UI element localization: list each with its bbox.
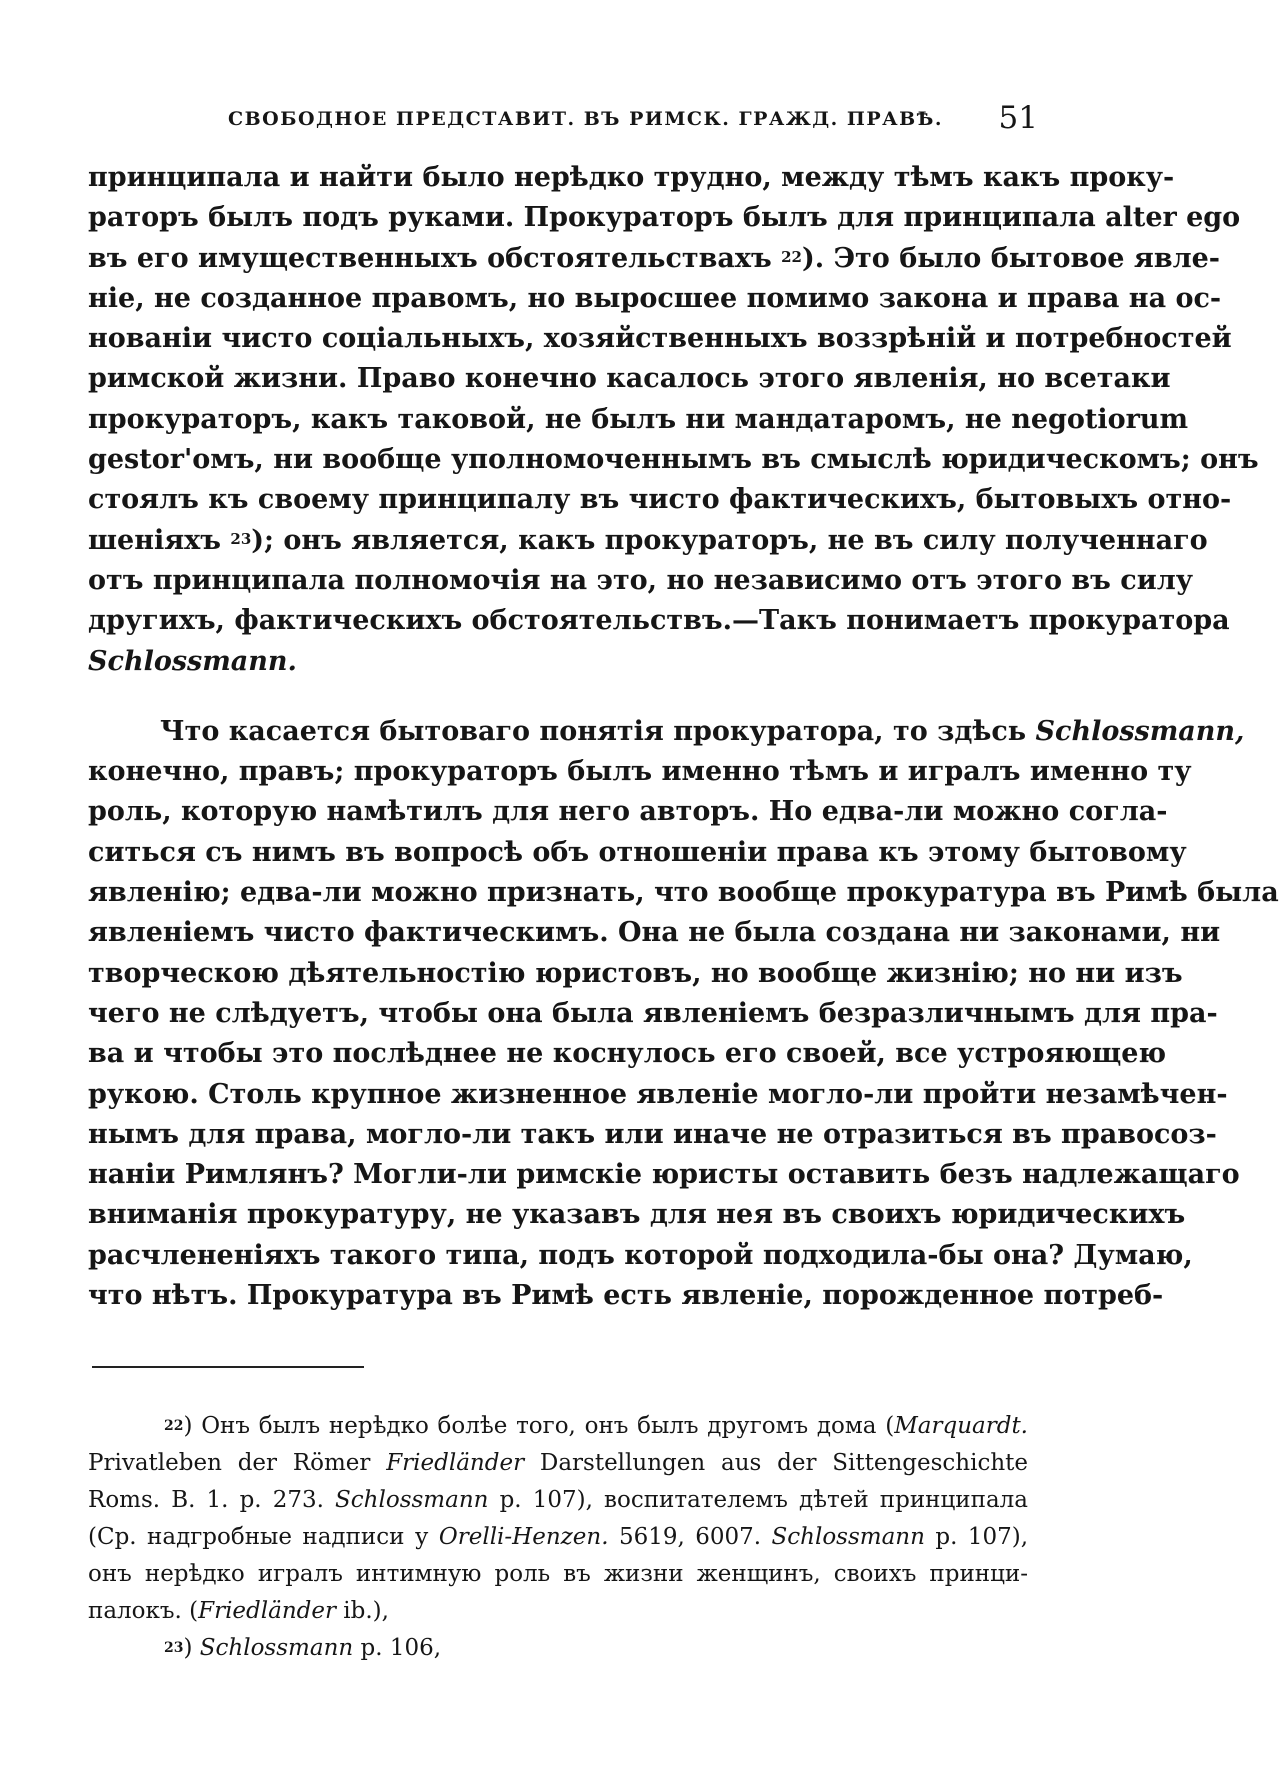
text-line: раторъ былъ подъ руками. Прокураторъ былъ для принципала alter ego: [88, 202, 1241, 234]
text-line: другихъ, фактическихъ обстоятельствъ.—Такъ понимаетъ прокуратора: [88, 605, 1230, 637]
text-line: творческою дѣятельностію юристовъ, но вообще жизнію; но ни изъ: [88, 957, 1183, 989]
text-line: ситься съ нимъ въ вопросѣ объ отношеніи права къ этому бытовому: [88, 836, 1187, 868]
author-name: Schlossmann.: [88, 645, 297, 677]
footnote-line: онъ нерѣдко игралъ интимную роль въ жизни женщинъ, своихъ принци-: [88, 1561, 1028, 1587]
text-line: стоялъ къ своему принципалу въ чисто фактическихъ, бытовыхъ отно-: [88, 484, 1232, 516]
text-line: что нѣтъ. Прокуратура въ Римѣ есть явленіе, порожденное потреб-: [88, 1280, 1164, 1312]
text-line: вниманія прокуратуру, не указавъ для нея въ своихъ юридическихъ: [88, 1199, 1186, 1231]
text-line: нованіи чисто соціальныхъ, хозяйственныхъ воззрѣній и потребностей: [88, 323, 1232, 355]
text-line: ніе, не созданное правомъ, но выросшее помимо закона и права на ос-: [88, 282, 1222, 314]
text-line: отъ принципала полномочія на это, но независимо отъ этого въ силу: [88, 564, 1194, 596]
footnote-line: палокъ. (Friedländer ib.),: [88, 1598, 389, 1624]
text-line: рукою. Столь крупное жизненное явленіе могло-ли пройти незамѣчен-: [88, 1078, 1228, 1110]
text-line: роль, которую намѣтилъ для него авторъ. Но едва-ли можно согла-: [88, 796, 1168, 828]
text-line: gestor'омъ, ни вообще уполномоченнымъ въ смыслѣ юридическомъ; онъ: [88, 444, 1259, 476]
running-head: [228, 100, 1038, 140]
text-line: наніи Римлянъ? Могли-ли римскіе юристы оставить безъ надлежащаго: [88, 1159, 1240, 1191]
footnote-ref-22[interactable]: 22: [781, 247, 802, 266]
text-line: шеніяхъ $^{23}$); онъ является, какъ прокураторъ, не въ силу полученнаго: [88, 524, 1208, 556]
text-line: [88, 642, 1028, 682]
text-line: римской жизни. Право конечно касалось этого явленія, но всетаки: [88, 363, 1171, 395]
running-title: СВОБОДНОЕ ПРЕДСТАВИТ. ВЪ РИМСК. ГРАЖД. ПРАВѢ.: [228, 108, 944, 130]
footnote-ref-23[interactable]: 23: [230, 529, 252, 548]
page-number: 51: [998, 100, 1038, 136]
text-line: нымъ для права, могло-ли такъ или иначе не отразиться въ правосоз-: [88, 1118, 1217, 1150]
footnote-22: $^{22}$) Онъ былъ нерѣдко болѣе того, онъ былъ другомъ дома (Marquardt.: [164, 1413, 1028, 1439]
text-line: чего не слѣдуетъ, чтобы она была явленіемъ безразличнымъ для пра-: [88, 997, 1218, 1029]
text-line: ва и чтобы это послѣднее не коснулось его своей, все устрояющею: [88, 1038, 1167, 1070]
text-line: въ его имущественныхъ обстоятельствахъ $^{22}$). Это было бытовое явле-: [88, 242, 1220, 274]
text-line: принципала и найти было нерѣдко трудно, между тѣмъ какъ проку-: [88, 162, 1175, 193]
text-line: явленіемъ чисто фактическимъ. Она не была создана ни законами, ни: [88, 917, 1221, 949]
text-line: конечно, правъ; прокураторъ былъ именно тѣмъ и игралъ именно ту: [88, 756, 1192, 788]
text-line: прокураторъ, какъ таковой, не былъ ни мандатаромъ, не negotiorum: [88, 403, 1189, 435]
text-line: Что касается бытоваго понятія прокуратора, то здѣсь Schlossmann,: [160, 715, 1245, 747]
footnote-line: (Ср. надгробные надписи у Orelli-Henzen. 5619, 6007. Schlossmann p. 107),: [88, 1524, 1029, 1550]
author-name: Schlossmann,: [1035, 715, 1245, 747]
body-text: [88, 158, 1279, 1316]
footnote-line: Privatleben der Römer Friedländer Darstellungen aus der Sittengeschichte: [88, 1450, 1029, 1476]
footnote-line: Roms. B. 1. p. 273. Schlossmann p. 107), воспитателемъ дѣтей принципала: [88, 1487, 1028, 1513]
text-line: явленію; едва-ли можно признать, что вообще прокуратура въ Римѣ была: [88, 877, 1279, 909]
footnote-23: $^{23}$) Schlossmann p. 106,: [164, 1635, 442, 1661]
text-line: расчлененіяхъ такого типа, подъ которой подходила-бы она? Думаю,: [88, 1239, 1193, 1271]
footnote-divider: [92, 1366, 364, 1368]
footnotes: [88, 1408, 1028, 1667]
